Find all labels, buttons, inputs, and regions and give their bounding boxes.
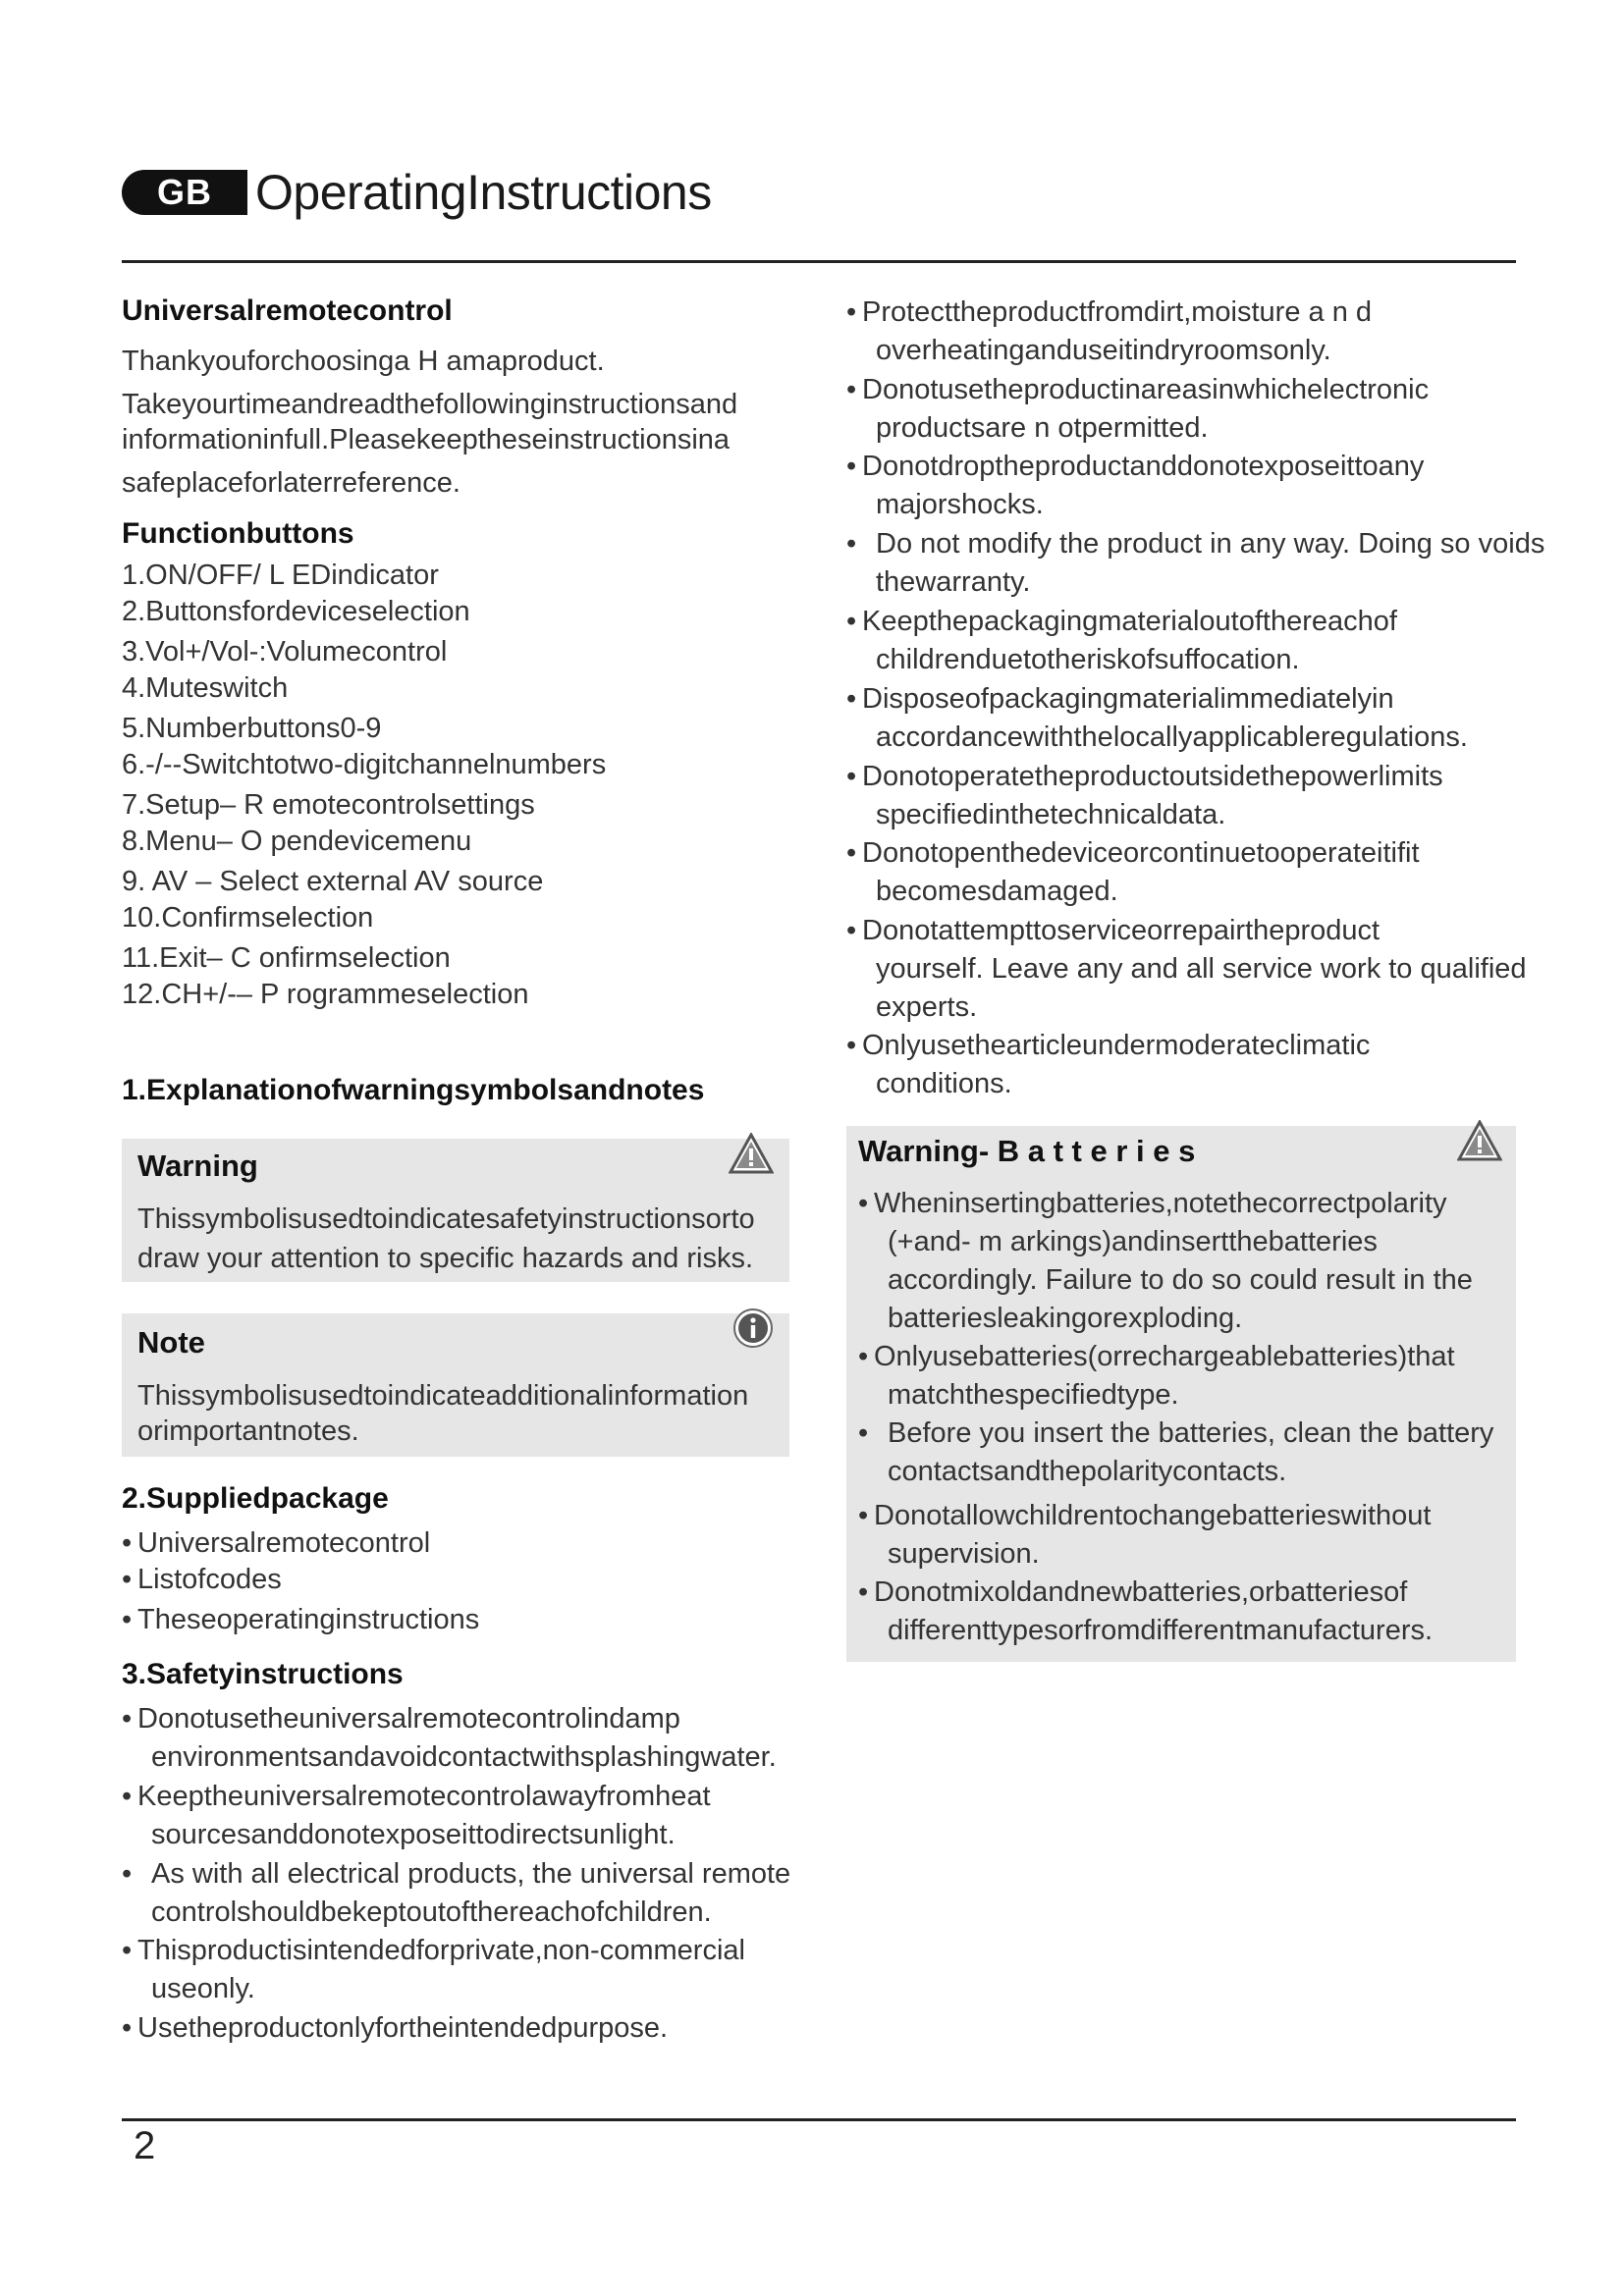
note-box-title: Note (137, 1325, 205, 1360)
safety-item: • Donotopenthedeviceorcontinuetooperateitifit becomesdamaged. (846, 837, 1420, 907)
intro-line: Thankyouforchoosinga H amaproduct. (122, 346, 605, 377)
battery-item: • Donotallowchildrentochangebatterieswithout supervision. (858, 1500, 1432, 1570)
info-icon (732, 1308, 774, 1349)
section-2-heading: 2.Suppliedpackage (122, 1482, 389, 1515)
note-box-line: orimportantnotes. (137, 1415, 359, 1447)
package-item: • Theseoperatinginstructions (122, 1604, 480, 1635)
safety-item: • Keeptheuniversalremotecontrolawayfromheat sourcesanddonotexposeittodirectsunlight. (122, 1781, 711, 1850)
page-title: OperatingInstructions (255, 165, 712, 220)
function-item: 9. AV – Select external AV source (122, 866, 544, 897)
safety-item: • Do not modify the product in any way. Doing so voids thewarranty. (846, 528, 1545, 598)
function-item: 3.Vol+/Vol-:Volumecontrol (122, 636, 448, 667)
header-divider (122, 260, 1516, 263)
note-box (122, 1313, 789, 1457)
section-1-heading: 1.Explanationofwarningsymbolsandnotes (122, 1074, 705, 1106)
safety-item: • Donotoperatetheproductoutsidethepowerlimits specifiedinthetechnicaldata. (846, 761, 1443, 830)
page-number: 2 (134, 2124, 156, 2167)
function-item: 8.Menu– O pendevicemenu (122, 826, 472, 857)
warning-box-line: Thissymbolisusedtoindicatesafetyinstructionsorto (137, 1203, 755, 1235)
note-box-line: Thissymbolisusedtoindicateadditionalinformation (137, 1380, 749, 1412)
function-item: 1.ON/OFF/ L EDindicator (122, 560, 439, 591)
warning-triangle-icon (729, 1133, 774, 1174)
battery-item: • Before you insert the batteries, clean the battery contactsandthepolaritycontacts. (858, 1417, 1494, 1487)
function-item: 6.-/--Switchtotwo-digitchannelnumbers (122, 749, 607, 780)
function-item: 11.Exit– C onfirmselection (122, 942, 451, 974)
battery-item: • Onlyusebatteries(orrechargeablebatteries)that matchthespecifiedtype. (858, 1341, 1455, 1411)
intro-line: safeplaceforlaterreference. (122, 467, 460, 499)
function-item: 12.CH+/-– P rogrammeselection (122, 979, 529, 1010)
safety-item: • Protecttheproductfromdirt,moisture a n d overheatinganduseitindryroomsonly. (846, 296, 1373, 366)
package-item: • Universalremotecontrol (122, 1527, 431, 1559)
section-3-heading: 3.Safetyinstructions (122, 1658, 404, 1690)
battery-item: • Donotmixoldandnewbatteries,orbatteriesof differenttypesorfromdifferentmanufacturers. (858, 1576, 1434, 1646)
safety-item: • Donotusetheuniversalremotecontrolindamp environmentsandavoidcontactwithsplashingwater. (122, 1703, 777, 1773)
language-badge: GB (122, 170, 247, 215)
intro-heading: Universalremotecontrol (122, 294, 453, 327)
safety-item: • Donotusetheproductinareasinwhichelectronic productsare n otpermitted. (846, 374, 1430, 444)
intro-line: Takeyourtimeandreadthefollowinginstructionsand (122, 389, 738, 420)
warning-triangle-icon (1457, 1120, 1502, 1161)
safety-item: • Donotdroptheproductanddonotexposeittoany majorshocks. (846, 451, 1425, 520)
page-header (122, 163, 712, 222)
safety-item: • Donotattempttoserviceorrepairtheproduct yourself. Leave any and all service work to qualified experts. (846, 915, 1527, 1023)
function-item: 10.Confirmselection (122, 902, 374, 934)
battery-warning-title: Warning- B a t t e r i e s (858, 1134, 1196, 1168)
footer-divider (122, 2118, 1516, 2121)
warning-box-title: Warning (137, 1148, 258, 1183)
safety-item: • Onlyusethearticleundermoderateclimatic conditions. (846, 1030, 1371, 1099)
safety-item: • Thisproductisintendedforprivate,non-commercial useonly. (122, 1935, 745, 2004)
package-item: • Listofcodes (122, 1564, 282, 1595)
function-item: 4.Muteswitch (122, 672, 289, 704)
function-item: 2.Buttonsfordeviceselection (122, 596, 470, 627)
safety-item: • Usetheproductonlyfortheintendedpurpose. (122, 2012, 669, 2044)
function-item: 7.Setup– R emotecontrolsettings (122, 789, 535, 821)
warning-box-line: draw your attention to specific hazards and risks. (137, 1243, 754, 1274)
battery-item: • Wheninsertingbatteries,notethecorrectpolarity (+and- m arkings)andinsertthebatteries accordingly. Failure to do so could result in the batteriesleakingorexploding. (858, 1188, 1473, 1334)
intro-line: informationinfull.Pleasekeeptheseinstructionsina (122, 424, 731, 455)
function-buttons-heading: Functionbuttons (122, 517, 354, 550)
safety-item: • Disposeofpackagingmaterialimmediatelyin accordancewiththelocallyapplicableregulations. (846, 683, 1468, 753)
safety-item: • Keepthepackagingmaterialoutofthereachof childrenduetotheriskofsuffocation. (846, 606, 1397, 675)
function-item: 5.Numberbuttons0-9 (122, 713, 382, 744)
warning-box (122, 1139, 789, 1282)
battery-warning-box (846, 1126, 1516, 1662)
safety-item: • As with all electrical products, the universal remote controlshouldbekeptoutofthereachofchildren. (122, 1858, 791, 1928)
